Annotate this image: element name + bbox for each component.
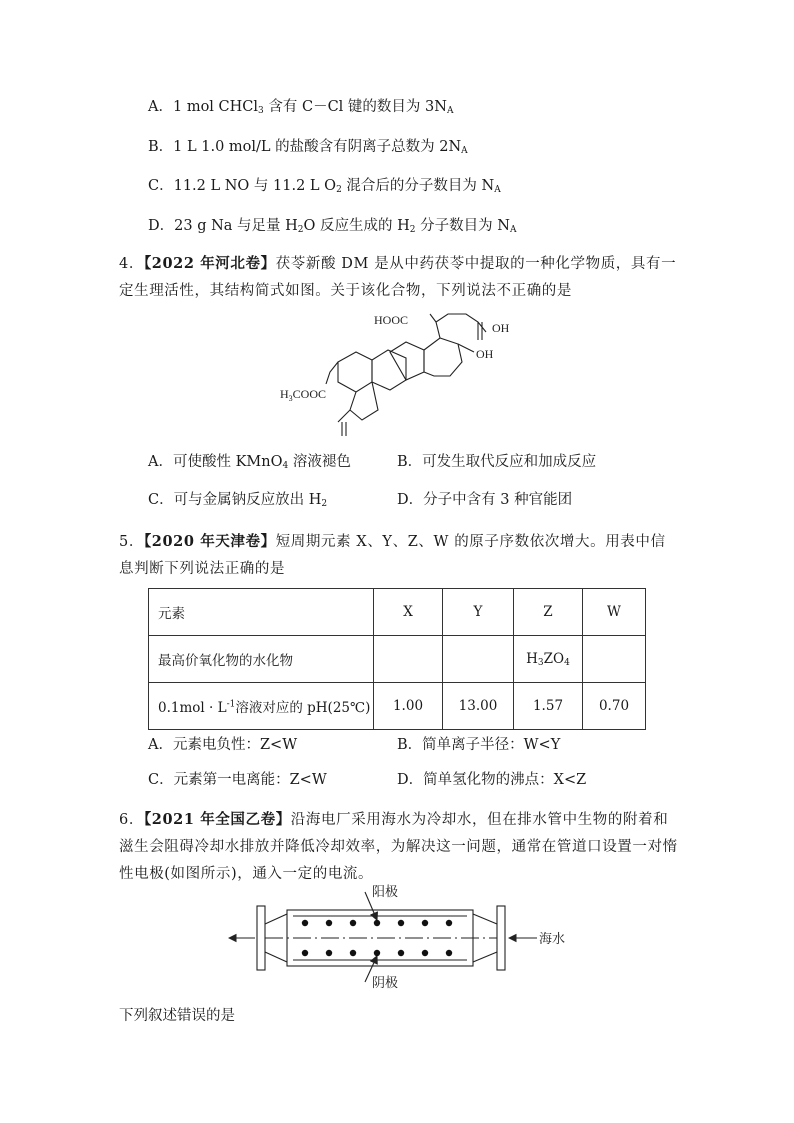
table-cell: 1.00 xyxy=(374,683,443,730)
h3cooc-label: $H_3COOC$ xyxy=(280,387,327,403)
q3-option-c: C．11.2 L NO 与 11.2 L $O_2$ 混合后的分子数目为 $N_A$ xyxy=(148,178,501,195)
table-header-z: Z xyxy=(514,589,583,636)
q5-option-d: D．简单氢化物的沸点：X<Z xyxy=(397,772,587,788)
q3-option-a: A．1 mol CHCl$_3$ 含有 C－Cl 键的数目为 $3N_A$ xyxy=(148,99,454,116)
oh-label-1: OH xyxy=(492,321,510,335)
table-header-w: W xyxy=(583,589,646,636)
q6-stem: 6．【2021 年全国乙卷】沿海电厂采用海水为冷却水，但在排水管中生物的附着和滋生会阻碍冷却水排放并降低冷却效率，为解决这一问题，通常在管道口设置一对惰性电极(如图所示)，通入一定的电流。 xyxy=(119,811,678,882)
q4-structure-figure xyxy=(278,310,518,440)
table-cell: 0.70 xyxy=(583,683,646,730)
q5-table xyxy=(148,588,646,730)
q4-stem: 4．【2022 年河北卷】茯苓新酸 DM 是从中药茯苓中提取的一种化学物质，具有一定生理活性，其结构简式如图。关于该化合物，下列说法不正确的是 xyxy=(119,255,677,299)
q5-stem: 5．【2020 年天津卷】短周期元素 X、Y、Z、W 的原子序数依次增大。用表中信息判断下列说法正确的是 xyxy=(119,533,666,577)
q5-option-c: C．元素第一电离能：Z<W xyxy=(148,772,327,788)
q6-tail: 下列叙述错误的是 xyxy=(119,1008,235,1024)
cathode-label: 阴极 xyxy=(372,976,399,991)
table-header-element: 元素 xyxy=(149,589,374,636)
table-header-x: X xyxy=(374,589,443,636)
table-row xyxy=(149,589,646,636)
table-cell xyxy=(443,636,514,683)
anode-label: 阳极 xyxy=(372,885,399,900)
table-cell-z: $H_3ZO_4$ xyxy=(514,636,583,683)
seawater-label: 海水 xyxy=(539,932,566,947)
table-row xyxy=(149,636,646,683)
q3-option-d: D．23 g Na 与足量 $H_2O$ 反应生成的 $H_2$ 分子数目为 $N_A$ xyxy=(148,218,517,235)
table-row xyxy=(149,683,646,730)
table-row-label: $0.1mol \cdot L^{-1}$溶液对应的 pH(25℃) xyxy=(149,683,374,730)
q5-option-b: B．简单离子半径：W<Y xyxy=(397,737,561,753)
q4-option-b: B．可发生取代反应和加成反应 xyxy=(397,454,597,470)
q3-option-b: B．1 L 1.0 mol/L 的盐酸含有阴离子总数为 $2N_A$ xyxy=(148,139,468,156)
oh-label-2: OH xyxy=(476,347,494,361)
table-cell xyxy=(583,636,646,683)
q4-option-d: D．分子中含有 3 种官能团 xyxy=(397,492,573,508)
q5-option-a: A．元素电负性：Z<W xyxy=(148,737,298,753)
hooc-label: HOOC xyxy=(374,313,409,327)
table-cell xyxy=(374,636,443,683)
q4-option-c: C．可与金属钠反应放出 $H_2$ xyxy=(148,492,328,509)
table-row-label: 最高价氧化物的水化物 xyxy=(149,636,374,683)
table-cell: 1.57 xyxy=(514,683,583,730)
table-header-y: Y xyxy=(443,589,514,636)
table-cell: 13.00 xyxy=(443,683,514,730)
q6-electrode-figure xyxy=(225,884,585,994)
q4-option-a: A．可使酸性 KMnO$_4$ 溶液褪色 xyxy=(148,454,351,471)
